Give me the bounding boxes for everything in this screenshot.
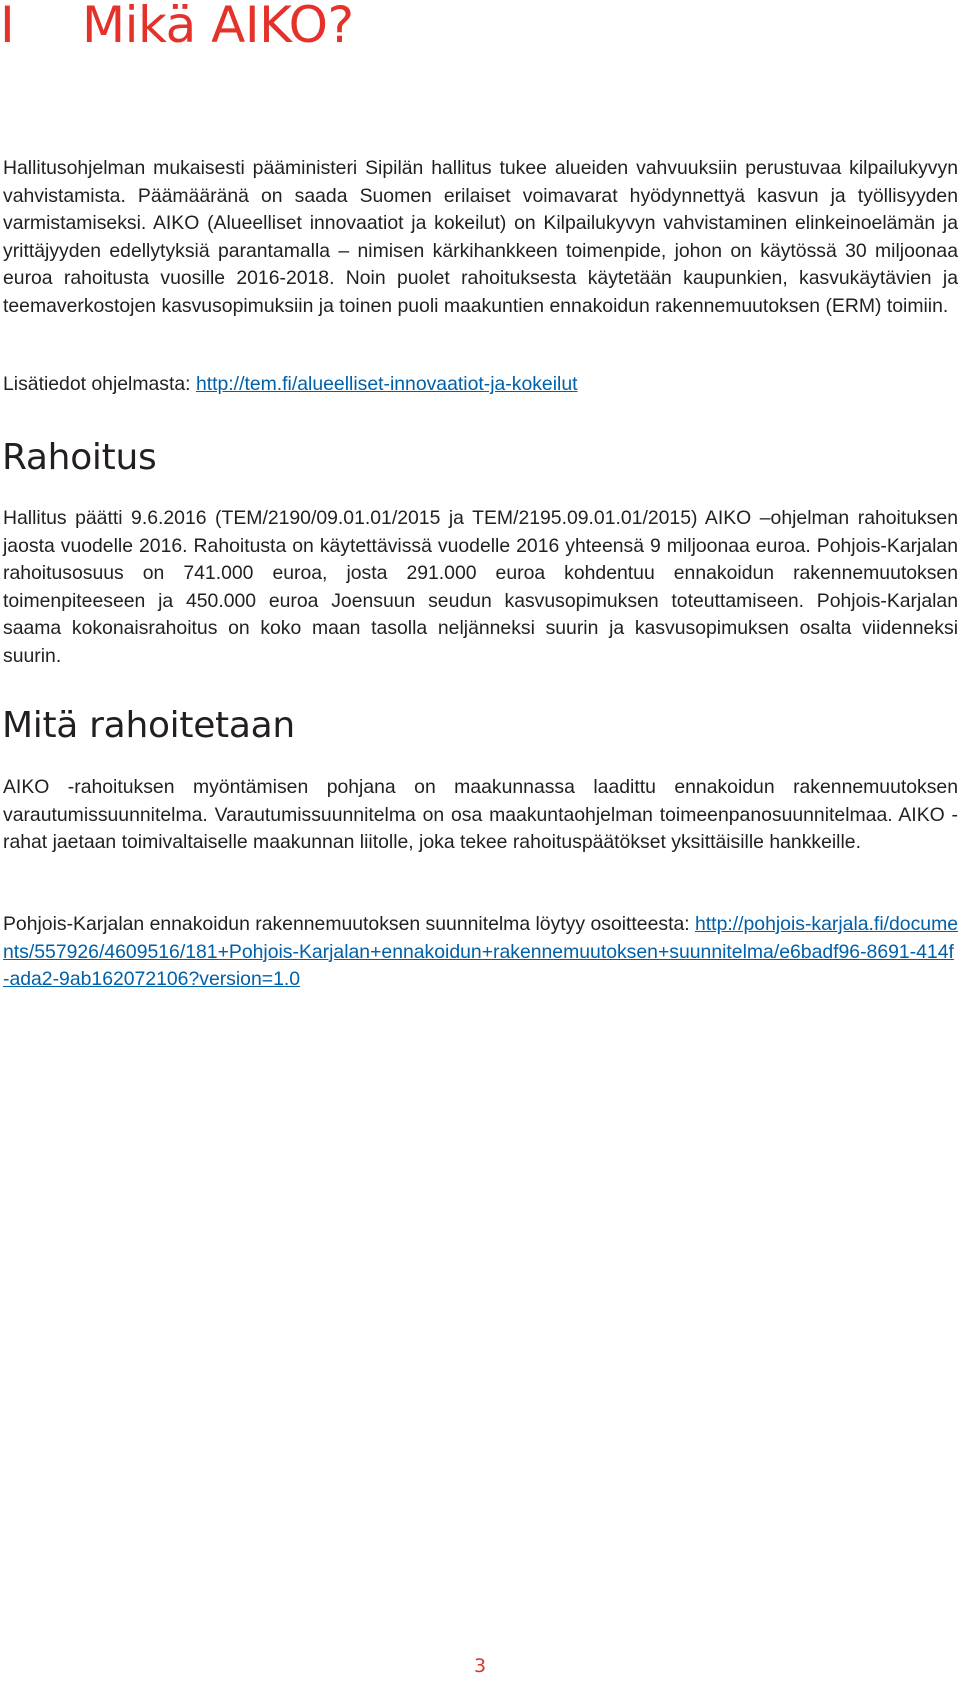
rahoitus-paragraph: Hallitus päätti 9.6.2016 (TEM/2190/09.01.01/2015 ja TEM/2195.09.01.01/2015) AIKO –ohjelman rahoituksen jaosta vuodelle 2016. Rahoitusta on käytettävissä vuodelle 2016 yhteensä 9 miljoonaa euroa. Pohjois-Karjalan rahoitusosuus on 741.000 euroa, josta 291.000 euroa kohdentuu ennakoidun rakennemuutoksen toimenpiteeseen ja 450.000 euroa Joensuun seudun kasvusopimuksen toteuttamiseen. Pohjois-Karjalan saama kokonaisrahoitus on koko maan tasolla neljänneksi suurin ja kasvusopimuksen osalta viidenneksi suurin. <box>3 507 958 667</box>
plan-paragraph <box>3 911 958 994</box>
info-paragraph <box>3 371 958 399</box>
program-link[interactable]: http://tem.fi/alueelliset-innovaatiot-ja-kokeilut <box>195 373 578 395</box>
section-heading-mita-rahoitetaan: Mitä rahoitetaan <box>2 705 295 746</box>
section-heading-rahoitus: Rahoitus <box>2 437 157 478</box>
mita-paragraph: AIKO -rahoituksen myöntämisen pohjana on maakunnassa laadittu ennakoidun rakennemuutoksen varautumissuunnitelma. Varautumissuunnitelma on osa maakuntaohjelman toimeenpanosuunnitelmaa. AIKO -rahat jaetaan toimivaltaiselle maakunnan liitolle, joka tekee rahoituspäätökset yksittäisille hankkeille. <box>3 776 958 854</box>
plan-link[interactable]: http://pohjois-karjala.fi/documents/557926/4609516/181+Pohjois-Karjalan+ennakoidun+rakennemuutoksen+suunnitelma/e6badf96-8691-414f-ada2-9ab162072106?version=1.0 <box>3 913 959 991</box>
info-label: Lisätiedot ohjelmasta: <box>3 373 196 395</box>
chapter-title: Mikä AIKO? <box>82 0 354 54</box>
page-title <box>0 0 354 54</box>
plan-label: Pohjois-Karjalan ennakoidun rakennemuutoksen suunnitelma löytyy osoitteesta: <box>3 913 696 935</box>
intro-paragraph: Hallitusohjelman mukaisesti pääministeri Sipilän hallitus tukee alueiden vahvuuksiin perustuvaa kilpailukyvyn vahvistamista. Päämääränä on saada Suomen erilaiset voimavarat hyödynnettyä kasvun ja työllisyyden varmistamiseksi. AIKO (Alueelliset innovaatiot ja kokeilut) on Kilpailukyvyn vahvistaminen elinkeinoelämän ja yrittäjyyden edellytyksiä parantamalla – nimisen kärkihankkeen toimenpide, johon on käytössä 30 miljoonaa euroa rahoitusta vuosille 2016-2018. Noin puolet rahoituksesta käytetään kaupunkien, kasvukäytävien ja teemaverkostojen kasvusopimuksiin ja toinen puoli maakuntien ennakoidun rakennemuutoksen (ERM) toimiin. <box>3 157 958 317</box>
chapter-number: I <box>0 0 15 54</box>
page-number: 3 <box>474 1655 487 1677</box>
